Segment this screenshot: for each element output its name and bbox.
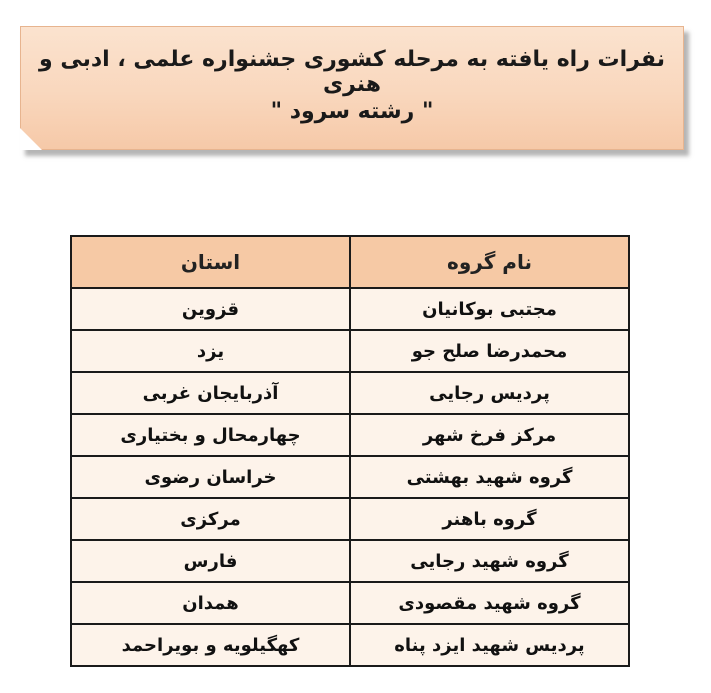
- header-group-name: نام گروه: [350, 236, 629, 288]
- cell-group-name: گروه شهید مقصودی: [350, 582, 629, 624]
- table-header-row: [71, 236, 629, 288]
- title-banner: [20, 26, 684, 150]
- cell-province: خراسان رضوی: [71, 456, 350, 498]
- cell-group-name: گروه باهنر: [350, 498, 629, 540]
- cell-province: آذربایجان غربی: [71, 372, 350, 414]
- cell-province: مرکزی: [71, 498, 350, 540]
- banner-subtitle: " رشته سرود ": [270, 99, 434, 124]
- table-row: [71, 372, 629, 414]
- table-row: [71, 540, 629, 582]
- cell-group-name: گروه شهید بهشتی: [350, 456, 629, 498]
- cell-group-name: مجتبی بوکانیان: [350, 288, 629, 330]
- cell-province: چهارمحال و بختیاری: [71, 414, 350, 456]
- cell-province: همدان: [71, 582, 350, 624]
- cell-group-name: مرکز فرخ شهر: [350, 414, 629, 456]
- table-row: [71, 414, 629, 456]
- header-province: استان: [71, 236, 350, 288]
- cell-group-name: گروه شهید رجایی: [350, 540, 629, 582]
- table-row: [71, 498, 629, 540]
- cell-province: یزد: [71, 330, 350, 372]
- table-row: [71, 456, 629, 498]
- banner-title: نفرات راه یافته به مرحله کشوری جشنواره علمی ، ادبی و هنری: [39, 47, 665, 97]
- cell-province: فارس: [71, 540, 350, 582]
- cell-group-name: پردیس رجایی: [350, 372, 629, 414]
- table-row: [71, 288, 629, 330]
- cell-group-name: محمدرضا صلح جو: [350, 330, 629, 372]
- cell-group-name: پردیس شهید ایزد پناه: [350, 624, 629, 666]
- qualifiers-table: [70, 235, 630, 667]
- cell-province: کهگیلویه و بویراحمد: [71, 624, 350, 666]
- table-row: [71, 582, 629, 624]
- banner-folded-corner: [20, 128, 42, 150]
- table-row: [71, 330, 629, 372]
- cell-province: قزوین: [71, 288, 350, 330]
- table-row: [71, 624, 629, 666]
